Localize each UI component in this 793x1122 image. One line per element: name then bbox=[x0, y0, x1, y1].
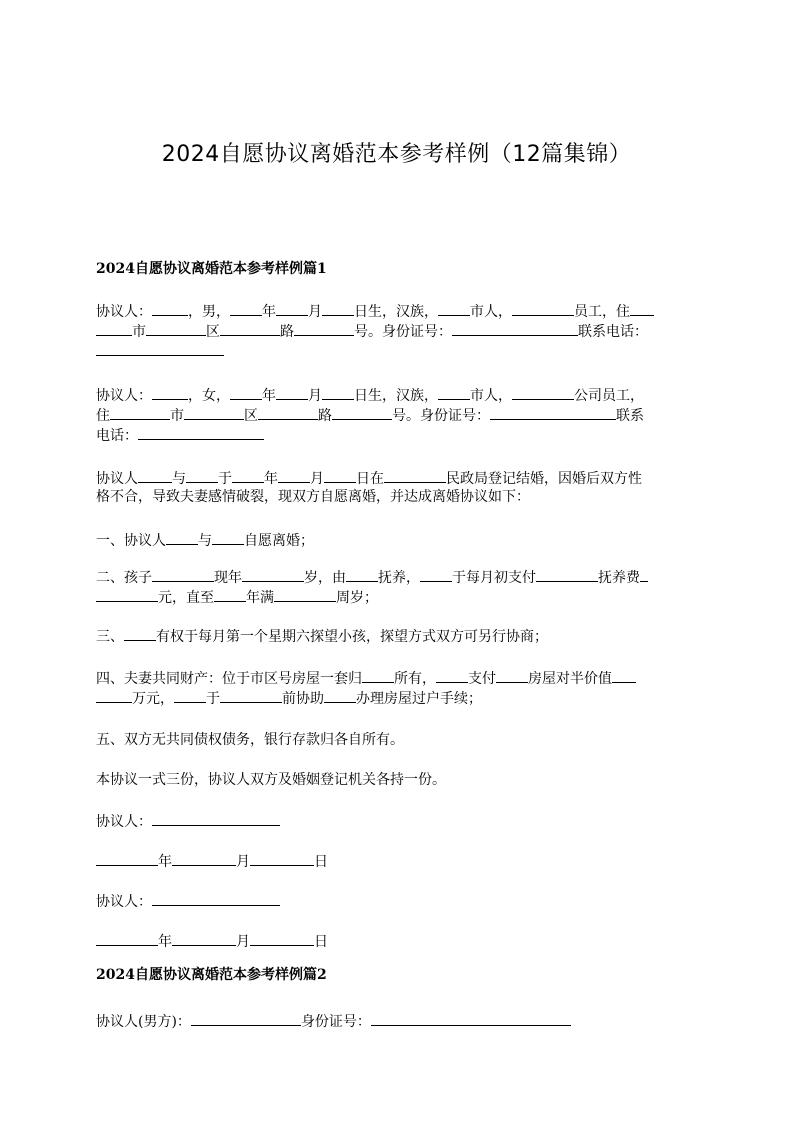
signature-line-1: 协议人： bbox=[96, 810, 700, 832]
clause-1: 一、协议人 与 自愿离婚； bbox=[96, 529, 700, 549]
clause-3: 三、 有权于每月第一个星期六探望小孩，探望方式双方可另行协商； bbox=[96, 625, 700, 645]
clause-5: 五、双方无共同债权债务，银行存款归各自所有。 bbox=[96, 732, 404, 748]
clause-2: 二、孩子 现年 岁，由 抚养， 于每月初支付 抚养费 元，直至 年满 周岁； bbox=[96, 566, 700, 606]
paragraph-husband-info: 协议人： ，男， 年 月 日生，汉族， 市人， 员工，住 市 区 路 号。身份证号： 联系电话： bbox=[96, 300, 700, 360]
signature-line-2: 协议人： bbox=[96, 890, 700, 912]
paragraph-wife-info: 协议人： ，女， 年 月 日生，汉族， 市人， 公司员工， 住 市 区 路 号。身份证号： 联系 电话： bbox=[96, 384, 700, 444]
section-1-heading: 2024自愿协议离婚范本参考样例篇1 bbox=[96, 261, 327, 277]
clause-4: 四、夫妻共同财产：位于市区号房屋一套归 所有， 支付 房屋对半价值 万元， 于 前协助 办理房屋过户手续； bbox=[96, 667, 700, 707]
section-2-heading: 2024自愿协议离婚范本参考样例篇2 bbox=[96, 967, 327, 983]
date-line-1: 年 月 日 bbox=[96, 850, 700, 872]
date-line-2: 年 月 日 bbox=[96, 930, 700, 952]
paragraph-marriage-info: 协议人 与 于 年 月 日在 民政局登记结婚，因婚后双方性 格不合，导致夫妻感情破裂，现双方自愿离婚，并达成离婚协议如下： bbox=[96, 467, 700, 507]
document-title: 2024自愿协议离婚范本参考样例（12篇集锦） bbox=[161, 142, 632, 167]
copies-statement: 本协议一式三份，协议人双方及婚姻登记机关各持一份。 bbox=[96, 772, 446, 788]
section-2-party-line: 协议人(男方)： 身份证号： bbox=[96, 1010, 700, 1032]
